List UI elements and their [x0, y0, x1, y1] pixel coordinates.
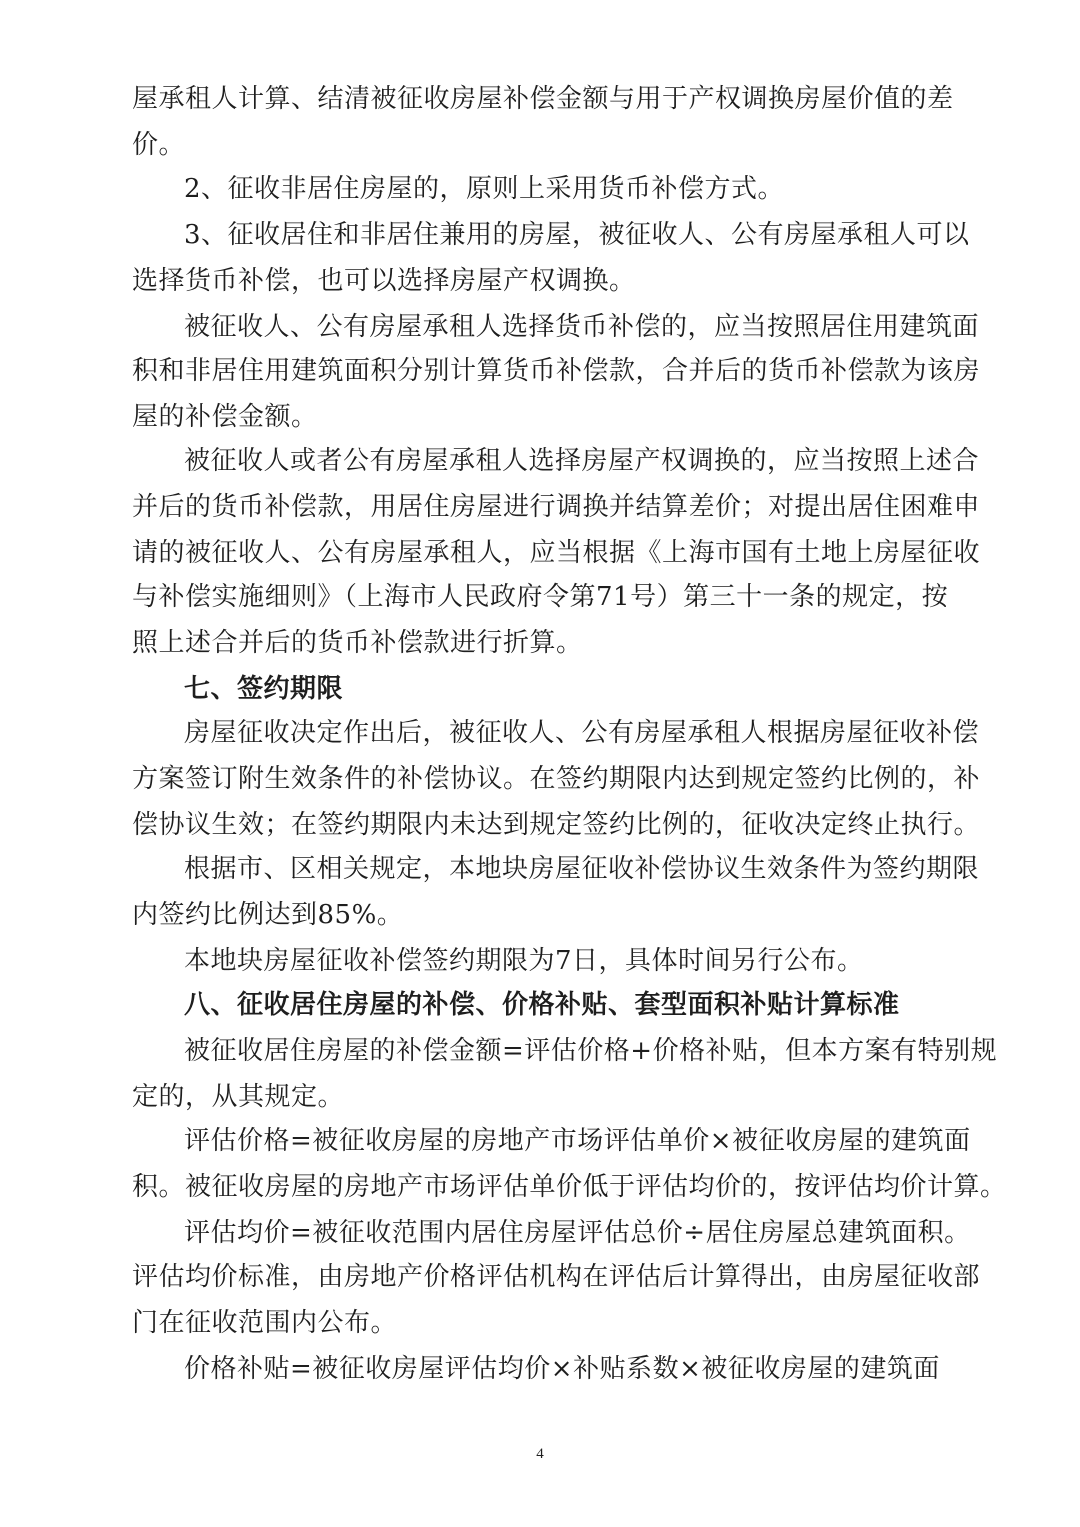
text-line: 价格补贴=被征收房屋评估均价×补贴系数×被征收房屋的建筑面 [184, 1354, 940, 1384]
text-line: 被征收人或者公有房屋承租人选择房屋产权调换的，应当按照上述合 [184, 446, 980, 476]
text-line: 照上述合并后的货币补偿款进行折算。 [132, 628, 583, 658]
text-line: 根据市、区相关规定，本地块房屋征收补偿协议生效条件为签约期限 [184, 854, 980, 884]
text-line: 屋的补偿金额。 [132, 402, 318, 432]
text-line: 评估均价标准，由房地产价格评估机构在评估后计算得出，由房屋征收部 [132, 1262, 981, 1292]
text-line: 被征收居住房屋的补偿金额=评估价格+价格补贴，但本方案有特别规 [184, 1036, 998, 1066]
text-line: 被征收人、公有房屋承租人选择货币补偿的，应当按照居住用建筑面 [184, 312, 980, 342]
section-heading-signing-period: 七、签约期限 [184, 674, 344, 704]
text-line: 2、征收非居住房屋的，原则上采用货币补偿方式。 [184, 174, 785, 204]
text-line: 请的被征收人、公有房屋承租人，应当根据《上海市国有土地上房屋征收 [132, 538, 981, 568]
text-line: 方案签订附生效条件的补偿协议。在签约期限内达到规定签约比例的，补 [132, 764, 981, 794]
section-heading-calculation-standards: 八、征收居住房屋的补偿、价格补贴、套型面积补贴计算标准 [184, 990, 900, 1020]
text-line: 评估价格=被征收房屋的房地产市场评估单价×被征收房屋的建筑面 [184, 1126, 971, 1156]
text-line: 定的，从其规定。 [132, 1082, 345, 1112]
text-line: 并后的货币补偿款，用居住房屋进行调换并结算差价；对提出居住困难申 [132, 492, 981, 522]
text-line: 内签约比例达到85%。 [132, 900, 404, 930]
text-line: 屋承租人计算、结清被征收房屋补偿金额与用于产权调换房屋价值的差 [132, 84, 954, 114]
text-line: 评估均价=被征收范围内居住房屋评估总价÷居住房屋总建筑面积。 [184, 1218, 971, 1248]
text-line: 选择货币补偿，也可以选择房屋产权调换。 [132, 266, 636, 296]
text-line: 价。 [132, 130, 186, 160]
page-number: 4 [536, 1446, 544, 1462]
text-line: 本地块房屋征收补偿签约期限为7日，具体时间另行公布。 [184, 946, 864, 976]
text-line: 积。被征收房屋的房地产市场评估单价低于评估均价的，按评估均价计算。 [132, 1172, 1007, 1202]
text-line: 偿协议生效；在签约期限内未达到规定签约比例的，征收决定终止执行。 [132, 810, 981, 840]
text-line: 门在征收范围内公布。 [132, 1308, 398, 1338]
text-line: 3、征收居住和非居住兼用的房屋，被征收人、公有房屋承租人可以 [184, 220, 970, 250]
text-line: 积和非居住用建筑面积分别计算货币补偿款，合并后的货币补偿款为该房 [132, 356, 981, 386]
text-line: 与补偿实施细则》（上海市人民政府令第71号）第三十一条的规定，按 [132, 582, 949, 612]
text-line: 房屋征收决定作出后，被征收人、公有房屋承租人根据房屋征收补偿 [184, 718, 980, 748]
